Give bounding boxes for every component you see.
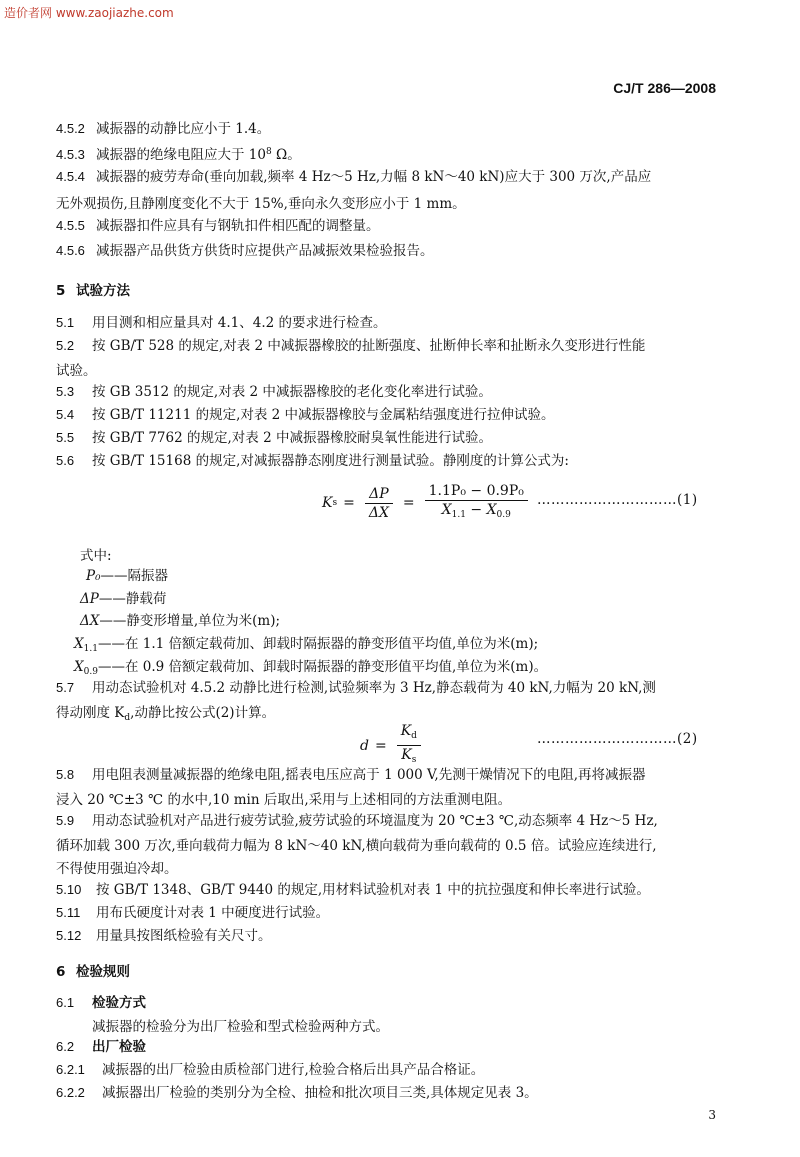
equation-lhs: K [322, 495, 333, 511]
clause-title: 检验方式 [92, 995, 146, 1011]
clause-5-6 [56, 451, 569, 471]
equals-sign: = [343, 495, 355, 511]
clause-6-1 [56, 993, 146, 1013]
clause-5-9-continued: 循环加载 300 万次,垂向载荷力幅为 8 kN～40 kN,横向载荷为垂向载荷的 0.5 倍。试验应连续进行, [56, 838, 657, 854]
watermark: 造价者网 www.zaojiazhe.com [4, 6, 174, 20]
clause-6-2 [56, 1037, 146, 1057]
equals-sign: = [402, 495, 415, 511]
clause-number: 4.5.2 [56, 121, 85, 136]
clause-5-2 [56, 336, 645, 356]
clause-text: 按 GB/T 1348、GB/T 9440 的规定,用材料试验机对表 1 中的抗拉强度和伸长率进行试验。 [96, 882, 650, 898]
clause-number: 6.1 [56, 995, 75, 1010]
subscript: s [411, 755, 417, 765]
clause-5-2-continued: 试验。 [56, 363, 97, 379]
definition-subscript: 1.1 [83, 644, 98, 654]
clause-5-12 [56, 926, 272, 946]
clause-4-5-3 [56, 142, 301, 165]
term: K [401, 747, 412, 763]
definition-symbol: ΔP [80, 591, 99, 607]
definition-symbol: X [74, 636, 84, 652]
definition-dash: —— [99, 613, 127, 629]
definition-symbol: ΔX [80, 613, 100, 629]
clause-text: 减振器的绝缘电阻应大于 10 [96, 147, 266, 163]
section-number: 5 [56, 283, 66, 299]
clause-5-3 [56, 382, 492, 402]
clause-text: 减振器的疲劳寿命(垂向加载,频率 4 Hz～5 Hz,力幅 8 kN～40 kN)应大于 300 万次,产品应 [96, 169, 652, 185]
clause-5-7 [56, 678, 656, 698]
clause-text: 按 GB 3512 的规定,对表 2 中减振器橡胶的老化变化率进行试验。 [92, 384, 492, 400]
clause-text: 按 GB/T 11211 的规定,对表 2 中减振器橡胶与金属粘结强度进行拉伸试验。 [92, 407, 555, 423]
section-6-heading [56, 962, 130, 982]
term: X [441, 502, 452, 518]
clause-text: 用电阻表测量减振器的绝缘电阻,摇表电压应高于 1 000 V,先测干燥情况下的电阻,再将减振器 [92, 767, 646, 783]
clause-text: 减振器出厂检验的类别分为全检、抽检和批次项目三类,具体规定见表 3。 [102, 1085, 538, 1101]
definition-dash: —— [98, 591, 126, 607]
fraction-denominator: ΔX [368, 504, 389, 521]
definition-text: 在 1.1 倍额定载荷加、卸载时隔振器的静变形值平均值,单位为米(m); [124, 636, 539, 652]
clause-text: 按 GB/T 15168 的规定,对减振器静态刚度进行测量试验。静刚度的计算公式为: [92, 453, 569, 469]
equation-lhs: d [360, 737, 369, 754]
clause-5-10 [56, 880, 650, 900]
clause-number: 4.5.3 [56, 147, 85, 162]
clause-6-2-1 [56, 1060, 484, 1080]
clause-number: 4.5.6 [56, 243, 85, 258]
clause-text: 用动态试验机对产品进行疲劳试验,疲劳试验的环境温度为 20 ℃±3 ℃,动态频率 4 Hz～5 Hz, [92, 813, 658, 829]
clause-number: 5.3 [56, 384, 75, 399]
clause-number: 5.6 [56, 453, 75, 468]
clause-number: 4.5.4 [56, 169, 85, 184]
section-5-heading [56, 281, 130, 301]
equation-lhs-subscript: s [332, 498, 338, 508]
subscript: 1.1 [451, 510, 466, 520]
section-title: 试验方法 [76, 283, 130, 299]
clause-5-8-continued: 浸入 20 ℃±3 ℃ 的水中,10 min 后取出,采用与上述相同的方法重测电阻。 [56, 792, 512, 808]
clause-4-5-4-continued: 无外观损伤,且静刚度变化不大于 15%,垂向永久变形应小于 1 mm。 [56, 196, 466, 212]
term: K [400, 723, 412, 739]
subscript: d [411, 731, 417, 741]
clause-text-end: Ω。 [271, 147, 301, 163]
clause-5-7-continued [56, 701, 275, 723]
definition-text: 在 0.9 倍额定载荷加、卸载时隔振器的静变形值平均值,单位为米(m)。 [124, 659, 548, 675]
clause-number: 6.2 [56, 1039, 75, 1054]
clause-text: 用动态试验机对 4.5.2 动静比进行检测,试验频率为 3 Hz,静态载荷为 40 kN,力幅为 20 kN,测 [92, 680, 656, 696]
definition-dash: —— [97, 659, 125, 675]
clause-5-9 [56, 811, 658, 831]
exponent: 8 [265, 147, 272, 157]
clause-text: 按 GB/T 528 的规定,对表 2 中减振器橡胶的扯断强度、扯断伸长率和扯断永久变形进行性能 [92, 338, 646, 354]
clause-5-8 [56, 765, 646, 785]
clause-text: 得动刚度 K [56, 705, 125, 721]
clause-text: 用量具按图纸检验有关尺寸。 [96, 928, 272, 944]
where-label: 式中: [80, 548, 112, 564]
clause-number: 5.7 [56, 680, 75, 695]
definition-p0 [86, 564, 168, 584]
clause-text: 用布氏硬度计对表 1 中硬度进行试验。 [96, 905, 330, 921]
fraction-delta [365, 485, 393, 522]
clause-number: 5.9 [56, 813, 75, 828]
fraction-numerator [397, 722, 421, 746]
clause-number: 5.11 [56, 905, 81, 920]
clause-4-5-2 [56, 119, 270, 139]
clause-5-11 [56, 903, 329, 923]
clause-number: 4.5.5 [56, 218, 85, 233]
clause-number: 5.10 [56, 882, 82, 897]
clause-number: 5.4 [56, 407, 75, 422]
clause-number: 5.8 [56, 767, 75, 782]
definition-delta-x [80, 609, 280, 629]
clause-number: 6.2.2 [56, 1085, 85, 1100]
clause-text: 减振器产品供货方供货时应提供产品减振效果检验报告。 [96, 243, 434, 259]
clause-4-5-5 [56, 216, 380, 236]
standard-number: CJ/T 286—2008 [613, 80, 716, 96]
fraction-numerator: 1.1P₀ − 0.9P₀ [425, 482, 528, 501]
clause-5-9-continued-2: 不得使用强迫冷却。 [56, 861, 178, 877]
definition-symbol: P₀ [86, 568, 101, 584]
definition-dash: —— [97, 636, 125, 652]
clause-4-5-4 [56, 167, 651, 187]
equation-2-label: …………………………(2) [537, 731, 698, 747]
section-number: 6 [56, 964, 66, 980]
clause-text: 按 GB/T 7762 的规定,对表 2 中减振器橡胶耐臭氧性能进行试验。 [92, 430, 492, 446]
clause-4-5-6 [56, 241, 434, 261]
definition-text: 静变形增量,单位为米(m); [126, 613, 281, 629]
definition-x-1-1 [74, 632, 538, 654]
clause-text: 用目测和相应量具对 4.1、4.2 的要求进行检查。 [92, 315, 387, 331]
clause-5-4 [56, 405, 555, 425]
section-title: 检验规则 [76, 964, 130, 980]
definition-symbol: X [74, 659, 84, 675]
clause-6-1-text: 减振器的检验分为出厂检验和型式检验两种方式。 [92, 1019, 389, 1035]
fraction-denominator [438, 501, 515, 524]
operator: − [465, 502, 487, 518]
clause-5-1 [56, 313, 387, 333]
equation-2 [360, 722, 425, 769]
clause-6-2-2 [56, 1083, 538, 1103]
clause-text: 减振器的出厂检验由质检部门进行,检验合格后出具产品合格证。 [102, 1062, 485, 1078]
subscript: d [124, 713, 131, 723]
page-number: 3 [708, 1108, 716, 1122]
clause-text: 减振器扣件应具有与钢轨扣件相匹配的调整量。 [96, 218, 380, 234]
definition-delta-p [80, 587, 166, 607]
definition-subscript: 0.9 [83, 667, 98, 677]
equation-1 [322, 482, 532, 524]
fraction-load [425, 482, 528, 524]
clause-number: 5.1 [56, 315, 75, 330]
clause-text: 减振器的动静比应小于 1.4。 [96, 121, 271, 137]
clause-number: 5.2 [56, 338, 75, 353]
definition-x-0-9 [74, 655, 547, 677]
definition-text: 隔振器 [127, 568, 168, 584]
definition-text: 静载荷 [125, 591, 167, 607]
clause-number: 5.12 [56, 928, 82, 943]
clause-number: 5.5 [56, 430, 75, 445]
clause-text-end: ,动静比按公式(2)计算。 [130, 705, 276, 721]
fraction-stiffness [397, 722, 421, 769]
term: X [486, 502, 497, 518]
clause-number: 6.2.1 [56, 1062, 85, 1077]
equals-sign: = [374, 737, 387, 754]
subscript: 0.9 [496, 510, 511, 520]
clause-5-5 [56, 428, 492, 448]
definition-dash: —— [100, 568, 128, 584]
equation-1-label: …………………………(1) [537, 492, 698, 508]
fraction-numerator: ΔP [365, 485, 393, 504]
clause-title: 出厂检验 [92, 1039, 146, 1055]
